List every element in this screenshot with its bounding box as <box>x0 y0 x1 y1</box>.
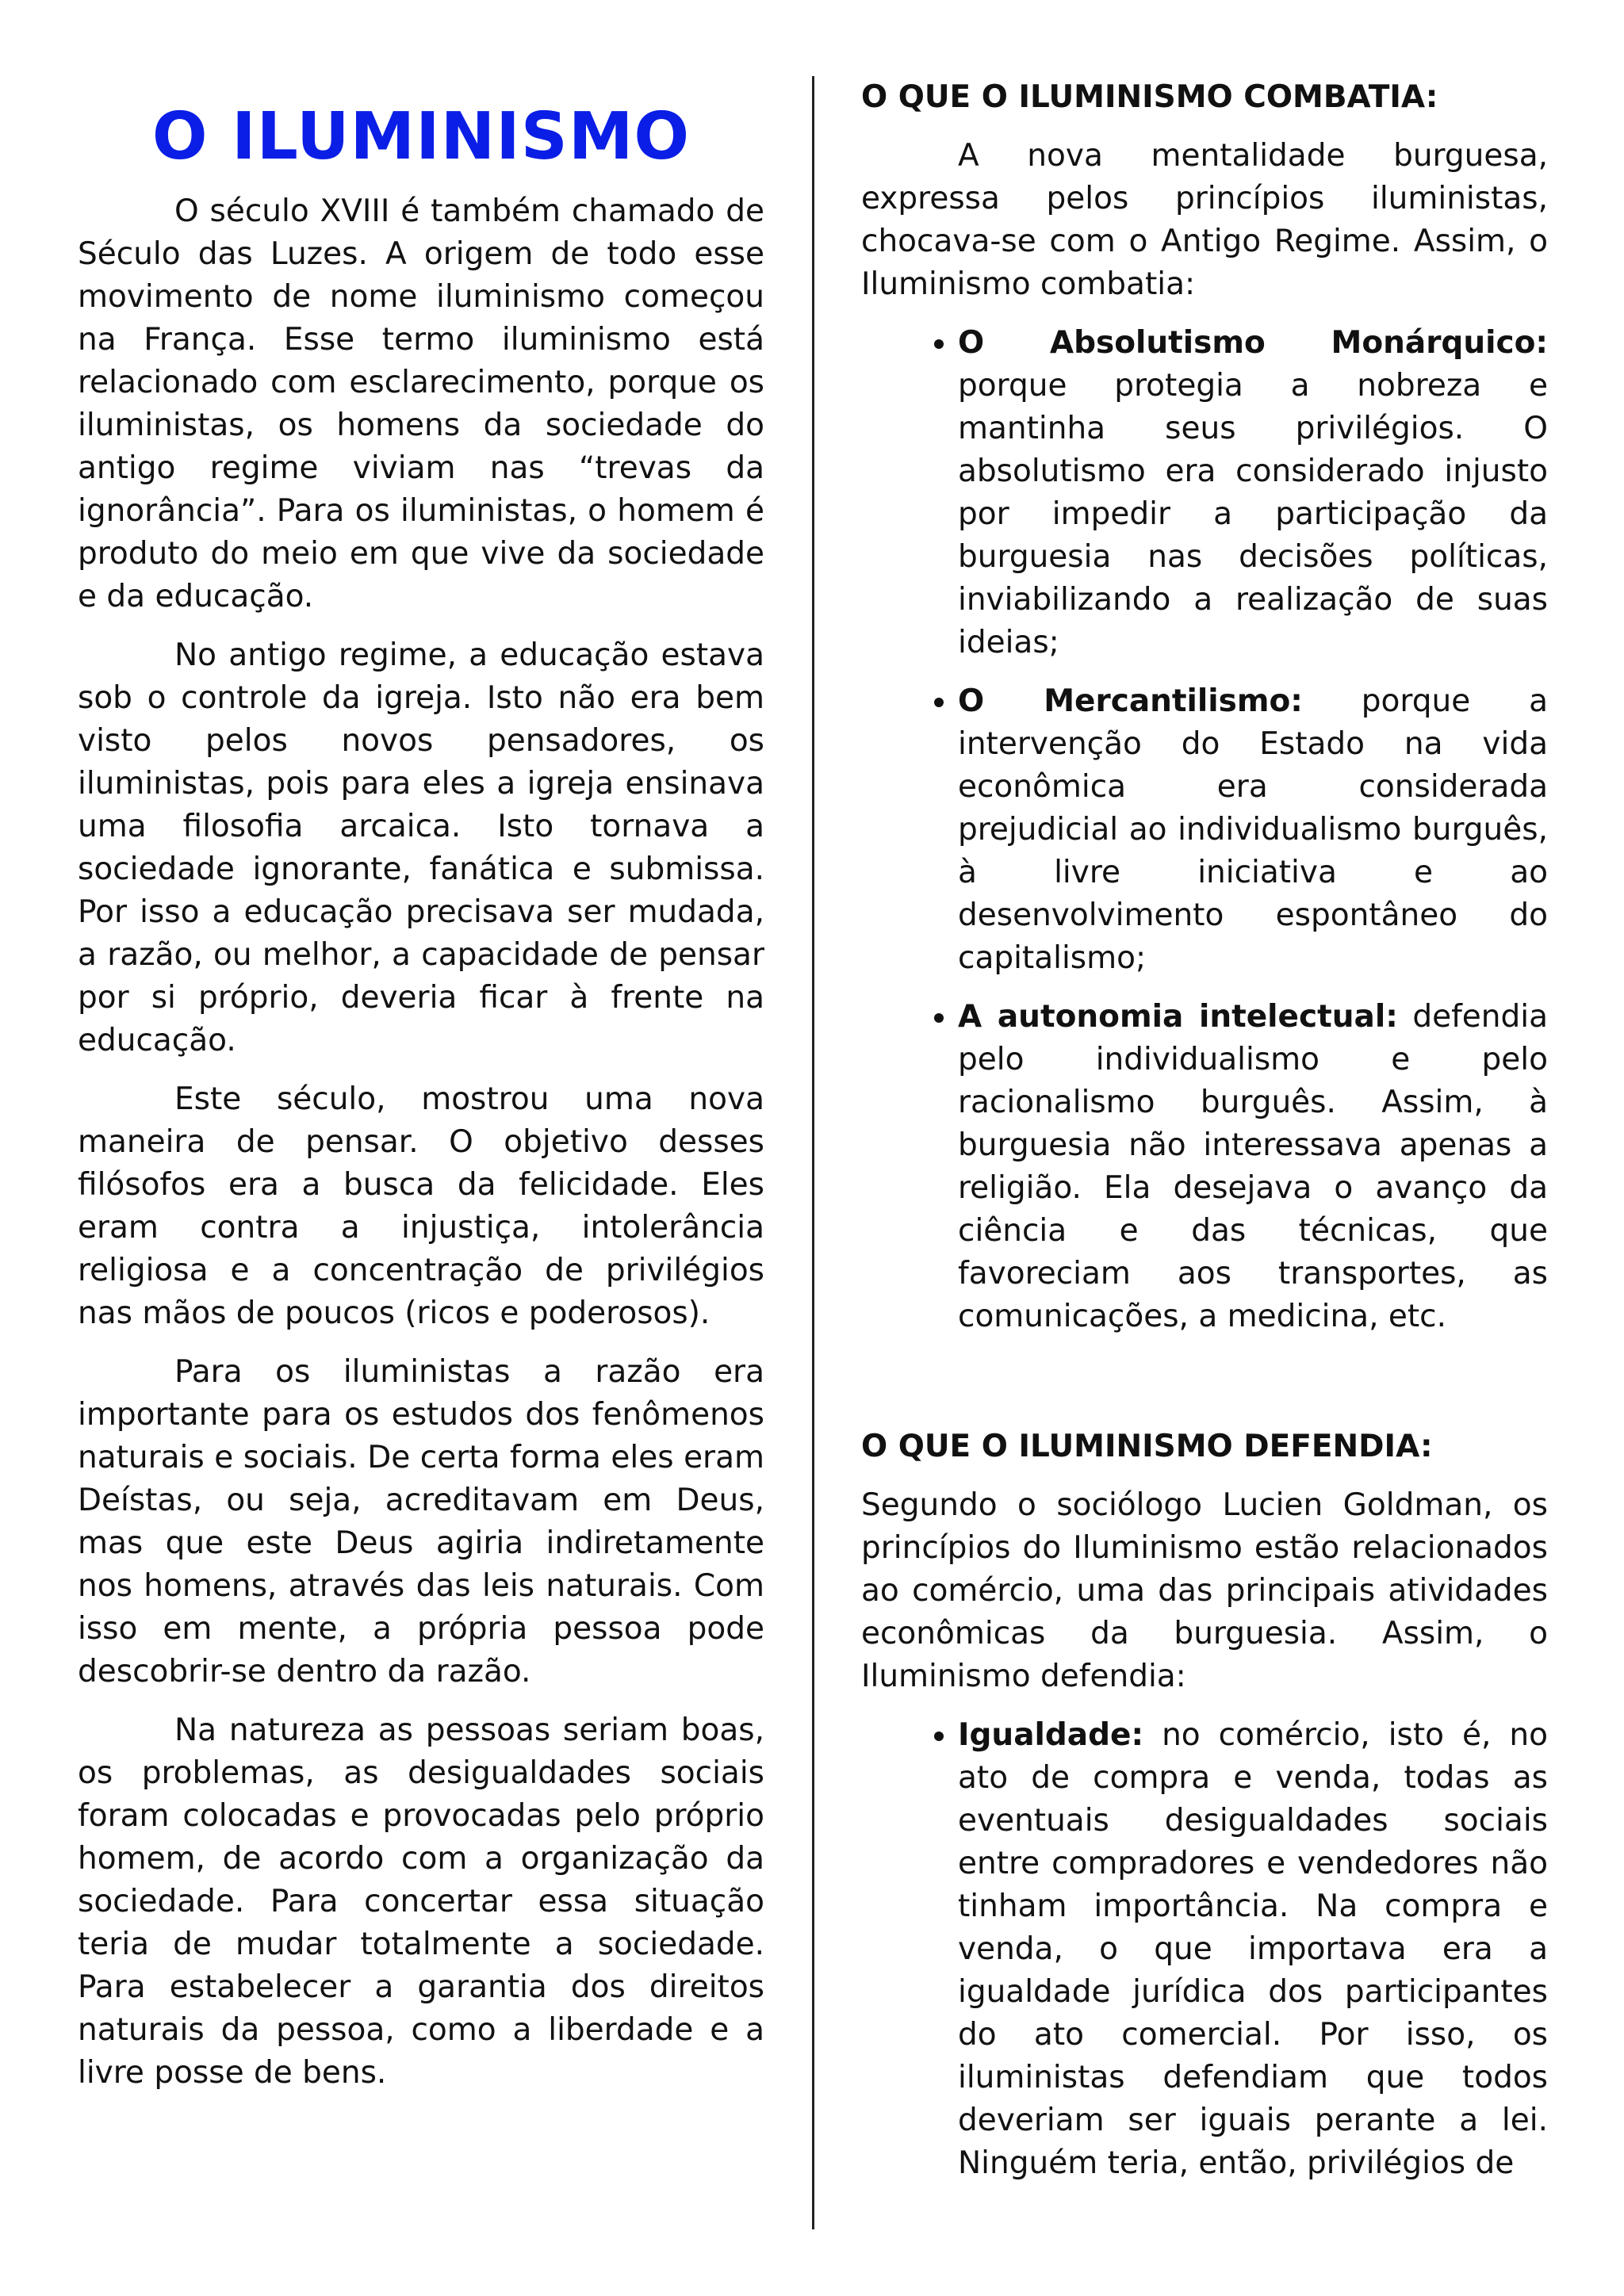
list-item <box>958 996 1548 1338</box>
paragraph: No antigo regime, a educação estava sob o controle da igreja. Isto não era bem visto pelos novos pensadores, os iluministas, pois para eles a igreja ensinava uma filosofia arcaica. Isto tornava a sociedade ignorante, fanática e submissa. Por isso a educação precisava ser mudada, a razão, ou melhor, a capacidade de pensar por si próprio, deveria ficar à frente na educação. <box>78 637 764 1059</box>
list-item-term: O Mercantilismo: <box>958 683 1303 719</box>
list-item-term: O Absolutismo Monárquico: <box>958 325 1548 361</box>
section-heading-defendia: O QUE O ILUMINISMO DEFENDIA: <box>861 1429 1433 1464</box>
defendia-list <box>861 1714 1548 2185</box>
list-item-text: no comércio, isto é, no ato de compra e venda, todas as eventuais desigualdades sociais entre compradores e vendedores não tinham importância. Na compra e venda, o que importava era a igualdade jurídica dos participantes do ato comercial. Por isso, os iluministas defendiam que todos deveriam ser iguais perante a lei. Ninguém teria, então, privilégios de <box>958 1717 1548 2181</box>
list-item <box>958 1714 1548 2185</box>
section-heading-combatia: O QUE O ILUMINISMO COMBATIA: <box>861 79 1438 115</box>
list-item-term: A autonomia intelectual: <box>958 999 1398 1035</box>
combatia-intro: A nova mentalidade burguesa, expressa pelos princípios iluministas, chocava-se com o Antigo Regime. Assim, o Iluminismo combatia: <box>861 138 1548 302</box>
list-item <box>958 322 1548 664</box>
list-item-term: Igualdade: <box>958 1717 1144 1753</box>
list-item-text: porque a intervenção do Estado na vida econômica era considerada prejudicial ao individualismo burguês, à livre iniciativa e ao desenvolvimento espontâneo do capitalismo; <box>958 683 1549 976</box>
page-title: O ILUMINISMO <box>151 99 691 174</box>
defendia-intro: Segundo o sociólogo Lucien Goldman, os princípios do Iluminismo estão relacionados ao comércio, uma das principais atividades econômicas da burguesia. Assim, o Iluminismo defendia: <box>861 1487 1548 1694</box>
paragraph: Para os iluministas a razão era importante para os estudos dos fenômenos naturais e sociais. De certa forma eles eram Deístas, ou seja, acreditavam em Deus, mas que este Deus agiria indiretamente nos homens, através das leis naturais. Com isso em mente, a própria pessoa pode descobrir-se dentro da razão. <box>78 1354 764 1690</box>
list-item-text: porque protegia a nobreza e mantinha seus privilégios. O absolutismo era considerado injusto por impedir a participação da burguesia nas decisões políticas, inviabilizando a realização de suas ideias; <box>958 368 1548 660</box>
right-column <box>861 76 1548 2201</box>
paragraph: Este século, mostrou uma nova maneira de pensar. O objetivo desses filósofos era a busca da felicidade. Eles eram contra a injustiça, intolerância religiosa e a concentração de privilégios nas mãos de poucos (ricos e poderosos). <box>78 1081 764 1332</box>
combatia-list <box>861 322 1548 1338</box>
column-divider <box>812 76 814 2229</box>
paragraph: Na natureza as pessoas seriam boas, os problemas, as desigualdades sociais foram colocadas e provocadas pelo próprio homem, de acordo com a organização da sociedade. Para concertar essa situação teria de mudar totalmente a sociedade. Para estabelecer a garantia dos direitos naturais da pessoa, como a liberdade e a livre posse de bens. <box>78 1712 764 2091</box>
paragraph: O século XVIII é também chamado de Século das Luzes. A origem de todo esse movimento de nome iluminismo começou na França. Esse termo iluminismo está relacionado com esclarecimento, porque os iluministas, os homens da sociedade do antigo regime viviam nas “trevas da ignorância”. Para os iluministas, o homem é produto do meio em que vive da sociedade e da educação. <box>78 193 764 615</box>
list-item-text: defendia pelo individualismo e pelo racionalismo burguês. Assim, à burguesia não interessava apenas a religião. Ela desejava o avanço da ciência e das técnicas, que favoreciam aos transportes, as comunicações, a medicina, etc. <box>958 999 1549 1334</box>
list-item <box>958 680 1548 980</box>
left-column <box>78 70 764 2110</box>
